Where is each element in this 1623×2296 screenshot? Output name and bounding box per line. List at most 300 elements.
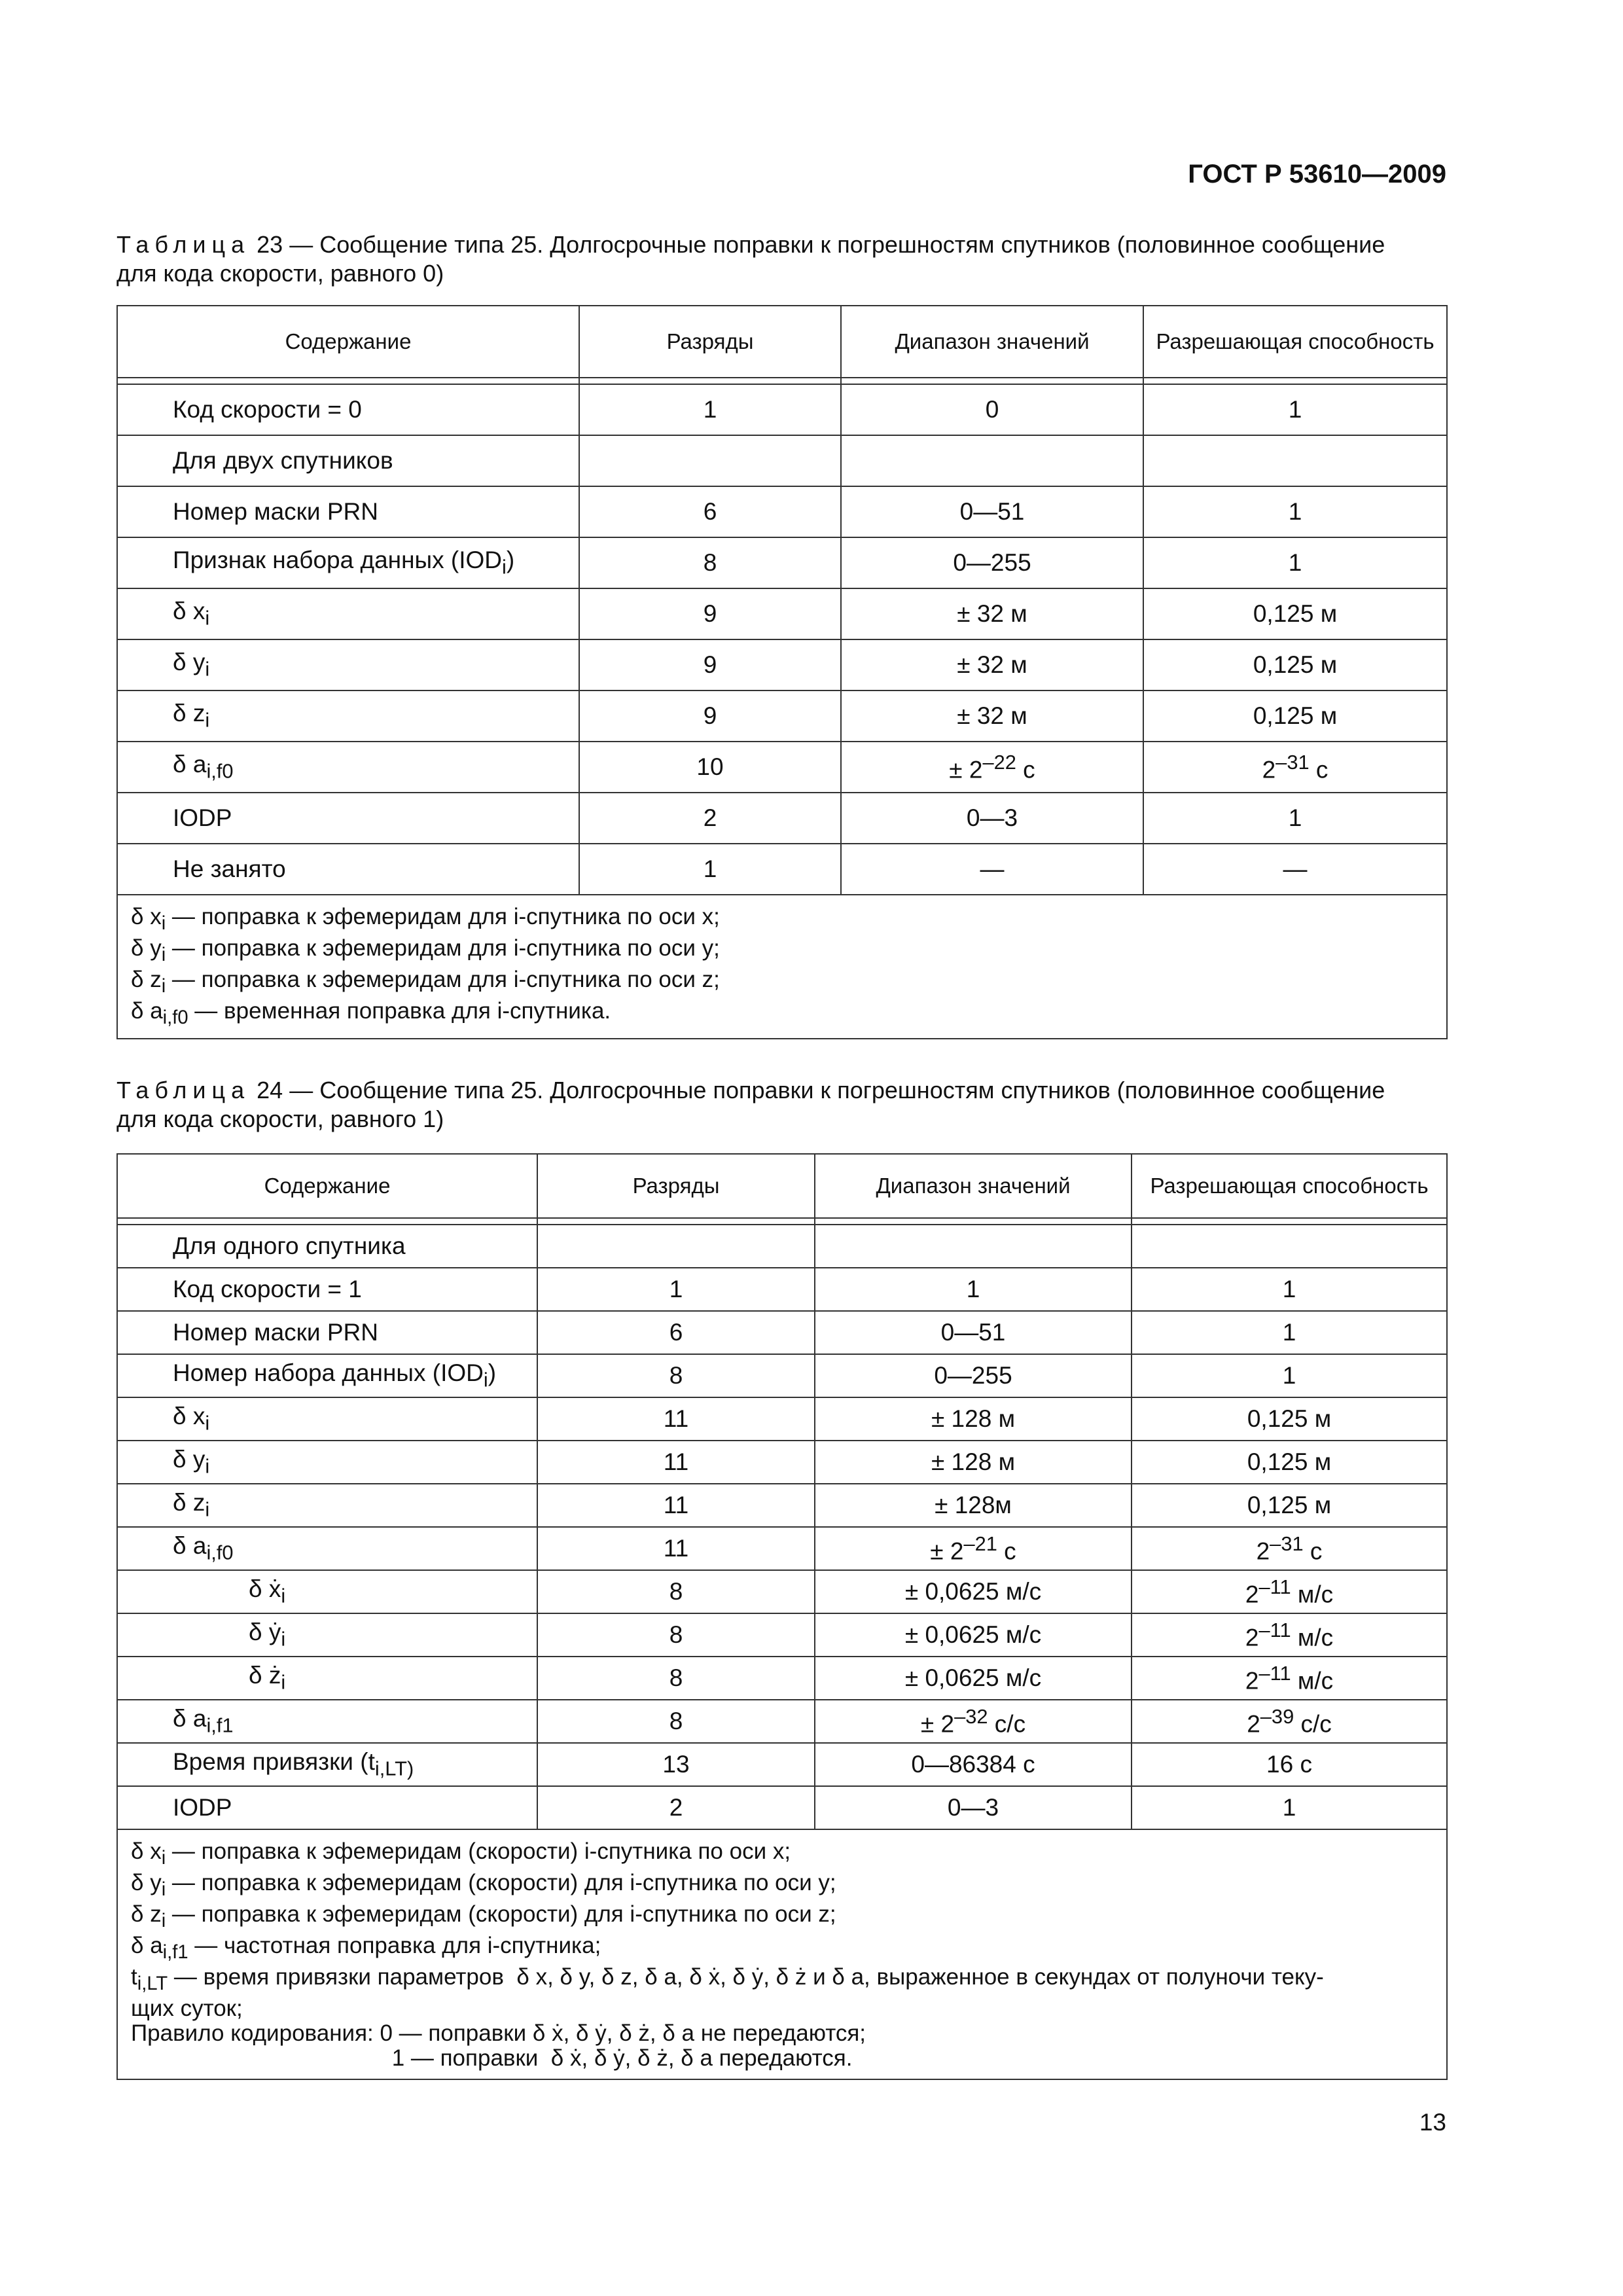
row-range: ± 2	[920, 1710, 955, 1738]
cell-resolution	[1143, 588, 1447, 639]
note-text: 1 — поправки δ ẋ, δ ẏ, δ ż, δ a передаются.	[131, 2045, 853, 2071]
row-res: 16 с	[1266, 1751, 1312, 1778]
cell-bits	[537, 1527, 815, 1570]
cell-resolution	[1132, 1613, 1447, 1657]
note-symbol-sub: i	[161, 1879, 166, 1900]
row-res-after: м/с	[1291, 1624, 1334, 1651]
row-res-sup: –11	[1258, 1618, 1291, 1641]
row-name-sub: i	[205, 1454, 210, 1478]
row-res: 2	[1262, 756, 1276, 783]
cell-bits	[537, 1397, 815, 1441]
row-name: Код скорости = 1	[173, 1276, 362, 1302]
row-name-sub: i	[205, 708, 210, 732]
row-bits: 13	[662, 1751, 690, 1778]
table23-col-content: Содержание	[117, 306, 579, 378]
row-bits: 11	[663, 1535, 689, 1562]
cell-bits	[537, 1268, 815, 1311]
row-name: Код скорости = 0	[173, 396, 362, 423]
cell-content	[117, 1397, 537, 1441]
row-bits: 11	[663, 1492, 689, 1518]
table-row	[117, 1311, 1447, 1354]
row-range: ± 0,0625 м/с	[904, 1621, 1042, 1648]
cell-bits	[537, 1570, 815, 1613]
cell-resolution	[1143, 384, 1447, 435]
table-row	[117, 1268, 1447, 1311]
cell-content	[117, 844, 579, 895]
cell-resolution	[1132, 1657, 1447, 1700]
table-row	[117, 844, 1447, 895]
cell-content	[117, 1311, 537, 1354]
row-res: 1	[1288, 549, 1302, 576]
row-res-after: м/с	[1291, 1581, 1334, 1608]
row-bits: 8	[669, 1708, 683, 1734]
row-bits: 6	[703, 498, 717, 525]
cell-resolution	[1143, 793, 1447, 844]
row-name-after: )	[506, 547, 515, 574]
cell-resolution	[1143, 742, 1447, 793]
row-name-sub: i,f0	[206, 1541, 234, 1564]
row-name: Номер маски PRN	[173, 498, 378, 525]
cell-resolution	[1132, 1743, 1447, 1786]
row-name: IODP	[173, 1794, 232, 1821]
row-bits: 11	[663, 1448, 689, 1475]
note-symbol: δ x	[131, 904, 162, 929]
row-range: ± 0,0625 м/с	[904, 1578, 1042, 1605]
table24-caption-line2: для кода скорости, равного 1)	[116, 1105, 444, 1132]
note-line	[131, 2021, 1433, 2046]
row-range-sup: –21	[963, 1532, 997, 1555]
cell-bits	[537, 1484, 815, 1527]
row-res: 0,125 м	[1253, 600, 1338, 627]
cell-resolution	[1143, 691, 1447, 742]
row-name: δ x	[173, 598, 205, 625]
row-name-sub: i,f0	[206, 759, 234, 783]
table24-caption-label: Таблица	[116, 1077, 251, 1103]
row-range-after: с	[997, 1537, 1016, 1565]
row-range: 0—3	[947, 1794, 999, 1821]
cell-resolution	[1143, 435, 1447, 486]
cell-range	[815, 1311, 1132, 1354]
cell-bits	[537, 1613, 815, 1657]
row-range: ± 0,0625 м/с	[904, 1664, 1042, 1691]
note-line	[131, 1965, 1433, 1996]
cell-resolution	[1132, 1570, 1447, 1613]
note-symbol: δ y	[131, 1870, 162, 1895]
note-symbol: t	[131, 1964, 137, 1990]
note-line	[131, 1902, 1433, 1933]
row-name: δ ẏ	[249, 1619, 281, 1646]
cell-range	[815, 1786, 1132, 1829]
cell-range	[815, 1657, 1132, 1700]
table-row	[117, 691, 1447, 742]
table24-col-resolution: Разрешающая способность	[1132, 1154, 1447, 1218]
note-text: — временная поправка для i-спутника.	[188, 998, 611, 1024]
row-range-after: с	[1016, 756, 1035, 783]
cell-resolution	[1132, 1700, 1447, 1743]
note-line	[131, 936, 1433, 967]
row-range: ± 32 м	[957, 600, 1027, 627]
row-bits: 8	[703, 549, 717, 576]
table-row	[117, 537, 1447, 588]
row-name: δ z	[173, 1489, 205, 1516]
row-name-sub: i	[205, 606, 210, 630]
table23-caption	[116, 230, 1445, 288]
table-row	[117, 639, 1447, 691]
table-row	[117, 1484, 1447, 1527]
note-line	[131, 905, 1433, 936]
row-name: δ y	[173, 1446, 205, 1473]
cell-bits	[579, 844, 841, 895]
cell-bits	[537, 1700, 815, 1743]
note-text: — время привязки параметров δ x, δ y, δ z, δ a, δ ẋ, δ ẏ, δ ż и δ a, выраженное в секундах от полуночи теку-	[168, 1964, 1324, 1990]
cell-content	[117, 639, 579, 691]
cell-range	[841, 435, 1143, 486]
cell-resolution	[1132, 1527, 1447, 1570]
note-symbol-sub: i	[161, 944, 166, 965]
cell-content	[117, 1441, 537, 1484]
row-bits: 2	[669, 1794, 683, 1821]
row-range: —	[980, 855, 1005, 882]
cell-range	[815, 1484, 1132, 1527]
row-res-after: с/с	[1294, 1710, 1332, 1738]
cell-content	[117, 588, 579, 639]
row-res: 2	[1256, 1537, 1270, 1565]
row-res: 1	[1282, 1794, 1296, 1821]
row-res-after: с	[1303, 1537, 1323, 1565]
cell-bits	[579, 639, 841, 691]
table-row	[117, 384, 1447, 435]
table24-caption	[116, 1076, 1445, 1134]
row-range: 0—51	[940, 1319, 1006, 1346]
cell-range	[815, 1527, 1132, 1570]
cell-resolution	[1143, 639, 1447, 691]
note-symbol: δ a	[131, 1933, 163, 1958]
note-text: — поправка к эфемеридам (скорости) для i-спутника по оси z;	[166, 1901, 836, 1927]
row-name-sub: i,LT)	[374, 1757, 414, 1780]
cell-range	[815, 1397, 1132, 1441]
note-text: Правило кодирования: 0 — поправки δ ẋ, δ ẏ, δ ż, δ a не передаются;	[131, 2020, 866, 2046]
cell-resolution	[1132, 1484, 1447, 1527]
table-row	[117, 1354, 1447, 1397]
cell-content	[117, 1268, 537, 1311]
cell-content	[117, 793, 579, 844]
row-bits: 9	[703, 651, 717, 678]
row-range: ± 128 м	[931, 1405, 1016, 1432]
row-res: 0,125 м	[1253, 651, 1338, 678]
row-range: ± 32 м	[957, 702, 1027, 729]
table-row	[117, 435, 1447, 486]
note-symbol: δ x	[131, 1839, 162, 1864]
row-range: 1	[966, 1276, 980, 1302]
row-name: IODP	[173, 804, 232, 831]
row-name-sub: i	[483, 1368, 488, 1391]
row-name: δ y	[173, 649, 205, 676]
cell-content	[117, 1570, 537, 1613]
cell-content	[117, 537, 579, 588]
row-res: 0,125 м	[1253, 702, 1338, 729]
table-row	[117, 1743, 1447, 1786]
row-bits: 1	[703, 855, 717, 882]
table23-notes	[117, 895, 1447, 1039]
note-text: — поправка к эфемеридам для i-спутника по оси z;	[166, 967, 720, 992]
cell-bits	[579, 793, 841, 844]
cell-resolution	[1143, 486, 1447, 537]
cell-resolution	[1132, 1311, 1447, 1354]
row-name: Номер маски PRN	[173, 1319, 378, 1346]
cell-content	[117, 435, 579, 486]
cell-bits	[537, 1786, 815, 1829]
cell-content	[117, 691, 579, 742]
row-name: Номер набора данных (IOD	[173, 1359, 484, 1387]
note-symbol: δ z	[131, 1901, 162, 1927]
cell-bits	[579, 537, 841, 588]
row-res: 2	[1245, 1624, 1259, 1651]
cell-resolution	[1132, 1225, 1447, 1268]
cell-content	[117, 486, 579, 537]
note-line	[131, 999, 1433, 1030]
row-res-sup: –31	[1270, 1532, 1304, 1555]
row-name: δ a	[173, 1532, 207, 1560]
note-symbol: δ y	[131, 935, 162, 961]
note-text: — поправка к эфемеридам (скорости) для i-спутника по оси y;	[166, 1870, 836, 1895]
row-res: 0,125 м	[1247, 1405, 1332, 1432]
table24-col-bits: Разряды	[537, 1154, 815, 1218]
row-name: δ x	[173, 1403, 205, 1430]
cell-resolution	[1132, 1268, 1447, 1311]
row-bits: 8	[669, 1362, 683, 1389]
row-name: Время привязки (t	[173, 1748, 375, 1776]
table24-notes	[117, 1829, 1447, 2079]
table23-body	[117, 384, 1447, 895]
note-symbol: δ z	[131, 967, 162, 992]
cell-range	[815, 1225, 1132, 1268]
cell-range	[815, 1354, 1132, 1397]
cell-range	[841, 742, 1143, 793]
cell-content	[117, 1657, 537, 1700]
table23-caption-line2: для кода скорости, равного 0)	[116, 260, 444, 287]
cell-resolution	[1143, 844, 1447, 895]
row-bits: 6	[669, 1319, 683, 1346]
cell-bits	[537, 1354, 815, 1397]
note-text: — частотная поправка для i-спутника;	[188, 1933, 601, 1958]
row-bits: 8	[669, 1578, 683, 1605]
cell-resolution	[1132, 1441, 1447, 1484]
cell-range	[841, 537, 1143, 588]
cell-range	[815, 1743, 1132, 1786]
row-name: δ z	[173, 700, 205, 727]
cell-bits	[579, 742, 841, 793]
row-name-sub: i,f1	[206, 1713, 234, 1737]
row-name-sub: i	[205, 1411, 210, 1435]
row-res-sup: –31	[1275, 750, 1310, 774]
row-bits: 8	[669, 1664, 683, 1691]
table24	[116, 1153, 1448, 2080]
table-row	[117, 486, 1447, 537]
table-row	[117, 1397, 1447, 1441]
row-name: δ a	[173, 751, 207, 778]
row-bits: 1	[669, 1276, 683, 1302]
row-name: δ ẋ	[249, 1575, 281, 1603]
note-text: — поправка к эфемеридам для i-спутника по оси y;	[166, 935, 720, 961]
note-text: — поправка к эфемеридам (скорости) i-спутника по оси x;	[166, 1839, 791, 1864]
note-symbol-sub: i,f0	[162, 1007, 188, 1028]
note-symbol-sub: i	[161, 913, 166, 934]
cell-bits	[537, 1743, 815, 1786]
row-name: Для двух спутников	[173, 447, 393, 474]
cell-content	[117, 1613, 537, 1657]
cell-content	[117, 1225, 537, 1268]
row-res: 0,125 м	[1247, 1448, 1332, 1475]
row-name-sub: i	[281, 1584, 286, 1607]
table-row	[117, 1527, 1447, 1570]
row-range: 0—51	[959, 498, 1025, 525]
row-res-sup: –11	[1258, 1661, 1291, 1685]
table23-col-bits: Разряды	[579, 306, 841, 378]
row-range: ± 2	[949, 756, 983, 783]
row-res: 2	[1247, 1710, 1260, 1738]
table-row	[117, 1613, 1447, 1657]
note-line	[131, 1871, 1433, 1902]
note-symbol-sub: i,LT	[137, 1973, 168, 1994]
table-row	[117, 1570, 1447, 1613]
cell-range	[815, 1268, 1132, 1311]
table24-col-range: Диапазон значений	[815, 1154, 1132, 1218]
cell-bits	[579, 384, 841, 435]
row-bits: 9	[703, 702, 717, 729]
cell-range	[841, 844, 1143, 895]
row-range: ± 128м	[935, 1492, 1012, 1518]
row-res: 1	[1288, 396, 1302, 423]
table23-col-resolution: Разрешающая способность	[1143, 306, 1447, 378]
cell-range	[841, 588, 1143, 639]
row-range: 0—86384 с	[911, 1751, 1035, 1778]
cell-bits	[537, 1225, 815, 1268]
table-row	[117, 1657, 1447, 1700]
note-line	[131, 1933, 1433, 1965]
cell-range	[815, 1570, 1132, 1613]
cell-content	[117, 1354, 537, 1397]
row-res-after: м/с	[1291, 1667, 1334, 1695]
row-res: 2	[1245, 1667, 1259, 1695]
table23-caption-rest: 23 — Сообщение типа 25. Долгосрочные поправки к погрешностям спутников (половинное сообщение	[250, 231, 1385, 258]
table-row	[117, 1786, 1447, 1829]
row-name: Признак набора данных (IOD	[173, 547, 503, 574]
table-row	[117, 742, 1447, 793]
note-line	[131, 967, 1433, 999]
note-text: щих суток;	[131, 1996, 243, 2021]
row-range-sup: –22	[982, 750, 1016, 774]
note-line	[131, 1839, 1433, 1871]
table23-col-range: Диапазон значений	[841, 306, 1143, 378]
cell-bits	[579, 588, 841, 639]
cell-range	[841, 793, 1143, 844]
row-range: 0—255	[953, 549, 1031, 576]
row-res: 2	[1245, 1581, 1259, 1608]
table24-caption-rest: 24 — Сообщение типа 25. Долгосрочные поправки к погрешностям спутников (половинное сообщение	[250, 1077, 1385, 1103]
row-range-sup: –32	[954, 1704, 988, 1728]
row-name: Не занято	[173, 855, 286, 882]
note-symbol-sub: i	[161, 976, 166, 997]
cell-content	[117, 1743, 537, 1786]
cell-resolution	[1143, 537, 1447, 588]
cell-bits	[537, 1441, 815, 1484]
row-range: 0—3	[966, 804, 1018, 831]
note-symbol-sub: i,f1	[162, 1942, 188, 1963]
row-name-sub: i	[502, 555, 507, 579]
row-range: ± 32 м	[957, 651, 1027, 678]
cell-resolution	[1132, 1354, 1447, 1397]
cell-range	[815, 1613, 1132, 1657]
row-range: ± 128 м	[931, 1448, 1016, 1475]
row-res: 1	[1288, 498, 1302, 525]
note-symbol-sub: i	[161, 1848, 166, 1869]
table24-body	[117, 1225, 1447, 1829]
cell-bits	[579, 486, 841, 537]
cell-range	[815, 1441, 1132, 1484]
cell-content	[117, 1700, 537, 1743]
row-bits: 2	[703, 804, 717, 831]
cell-content	[117, 1786, 537, 1829]
row-range-after: с/с	[988, 1710, 1026, 1738]
row-range: ± 2	[930, 1537, 964, 1565]
table24-col-content: Содержание	[117, 1154, 537, 1218]
row-res-sup: –11	[1258, 1575, 1291, 1598]
cell-range	[815, 1700, 1132, 1743]
table-row	[117, 1700, 1447, 1743]
note-symbol-sub: i	[161, 1910, 166, 1931]
row-name: δ ż	[249, 1662, 281, 1689]
cell-bits	[579, 691, 841, 742]
cell-resolution	[1132, 1786, 1447, 1829]
row-res: 1	[1288, 804, 1302, 831]
row-name-after: )	[488, 1359, 497, 1387]
page-number: 13	[1419, 2109, 1446, 2136]
cell-range	[841, 691, 1143, 742]
table-row	[117, 588, 1447, 639]
note-text: — поправка к эфемеридам для i-спутника по оси x;	[166, 904, 720, 929]
cell-content	[117, 742, 579, 793]
cell-content	[117, 1527, 537, 1570]
row-bits: 8	[669, 1621, 683, 1648]
row-res-sup: –39	[1260, 1704, 1294, 1728]
row-res: 1	[1282, 1362, 1296, 1389]
cell-bits	[537, 1657, 815, 1700]
table23	[116, 305, 1448, 1039]
table-row	[117, 793, 1447, 844]
note-line	[131, 2046, 1433, 2071]
row-res: —	[1283, 855, 1308, 882]
cell-content	[117, 384, 579, 435]
row-bits: 10	[696, 753, 724, 780]
note-line	[131, 1996, 1433, 2021]
row-name-sub: i	[281, 1627, 286, 1651]
row-name-sub: i	[281, 1670, 286, 1694]
document-id: ГОСТ Р 53610—2009	[1188, 160, 1446, 188]
row-res: 1	[1282, 1319, 1296, 1346]
row-bits: 11	[663, 1405, 689, 1432]
table23-caption-label: Таблица	[116, 231, 251, 258]
note-symbol: δ a	[131, 998, 163, 1024]
row-res: 0,125 м	[1247, 1492, 1332, 1518]
cell-range	[841, 639, 1143, 691]
row-name-sub: i	[205, 1498, 210, 1521]
cell-bits	[579, 435, 841, 486]
row-bits: 9	[703, 600, 717, 627]
row-range: 0—255	[934, 1362, 1012, 1389]
cell-bits	[537, 1311, 815, 1354]
row-name-sub: i	[205, 657, 210, 681]
table-row	[117, 1225, 1447, 1268]
